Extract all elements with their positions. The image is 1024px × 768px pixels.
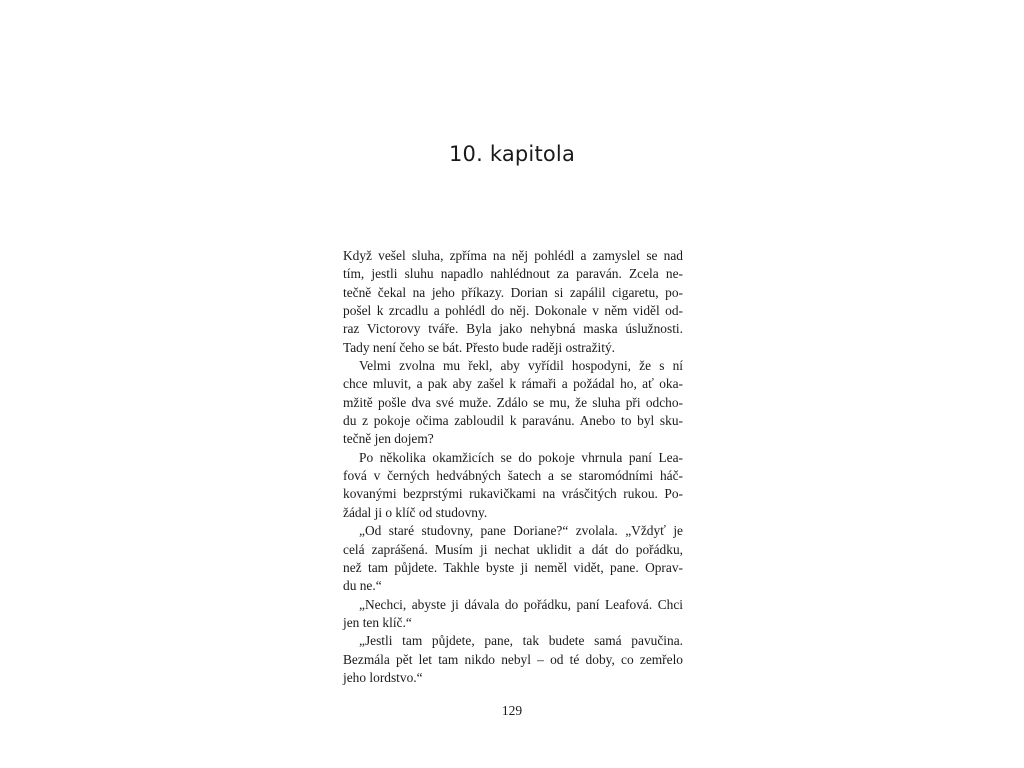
text-line: Bezmála pět let tam nikdo nebyl – od té doby, co zemřelo (343, 651, 683, 667)
text-line: celá zaprášená. Musím ji nechat uklidit a dát do pořádku, (343, 541, 683, 557)
paragraph (343, 247, 683, 357)
text-line: jeho lordstvo.“ (343, 669, 423, 685)
text-line: fová v černých hedvábných šatech a se staromódními háč- (343, 468, 683, 484)
text-line: „Od staré studovny, pane Doriane?“ zvolala. „Vždyť je (359, 523, 683, 539)
text-line: „Nechci, abyste ji dávala do pořádku, paní Leafová. Chci (359, 596, 683, 612)
text-line: „Jestli tam půjdete, pane, tak budete samá pavučina. (359, 633, 683, 649)
page-number: 129 (501, 703, 523, 718)
text-line: žádal ji o klíč od studovny. (343, 504, 488, 520)
text-line: tečně jen dojem? (343, 431, 434, 447)
paragraph (343, 449, 683, 522)
text-line: raz Victorovy tváře. Byla jako nehybná maska úslužnosti. (343, 321, 683, 337)
text-line: Po několika okamžicích se do pokoje vhrnula paní Lea- (359, 449, 683, 465)
text-line: pošel k zrcadlu a pohlédl do něj. Dokonale v něm viděl od- (343, 303, 683, 319)
text-line: mžitě pošle dva své muže. Zdálo se mu, že sluha při odcho- (343, 394, 683, 410)
text-line: jen ten klíč.“ (343, 614, 412, 630)
body-text (343, 247, 683, 687)
text-line: du ne.“ (343, 578, 382, 594)
paragraph (343, 596, 683, 633)
text-line: Tady není čeho se bát. Přesto bude raději ostražitý. (343, 339, 615, 355)
paragraph (343, 357, 683, 449)
text-line: du z pokoje očima zabloudil k paravánu. Anebo to byl sku- (343, 413, 683, 429)
chapter-title: 10. kapitola (448, 142, 576, 166)
paragraph (343, 522, 683, 595)
text-line: tím, jestli sluhu napadlo nahlédnout za paraván. Zcela ne- (343, 266, 683, 282)
text-line: než tam půjdete. Takhle byste ji neměl vidět, pane. Oprav- (343, 559, 683, 575)
paragraph (343, 632, 683, 687)
text-line: kovanými bezprstými rukavičkami na vrásčitých rukou. Po- (343, 486, 683, 502)
text-line: chce mluvit, a pak aby zašel k rámaři a požádal ho, ať oka- (343, 376, 683, 392)
text-line: Velmi zvolna mu řekl, aby vyřídil hospodyni, že s ní (359, 358, 683, 374)
text-line: Když vešel sluha, zpříma na něj pohlédl a zamyslel se nad (343, 248, 683, 263)
text-line: tečně čekal na jeho příkazy. Dorian si zapálil cigaretu, po- (343, 284, 683, 300)
